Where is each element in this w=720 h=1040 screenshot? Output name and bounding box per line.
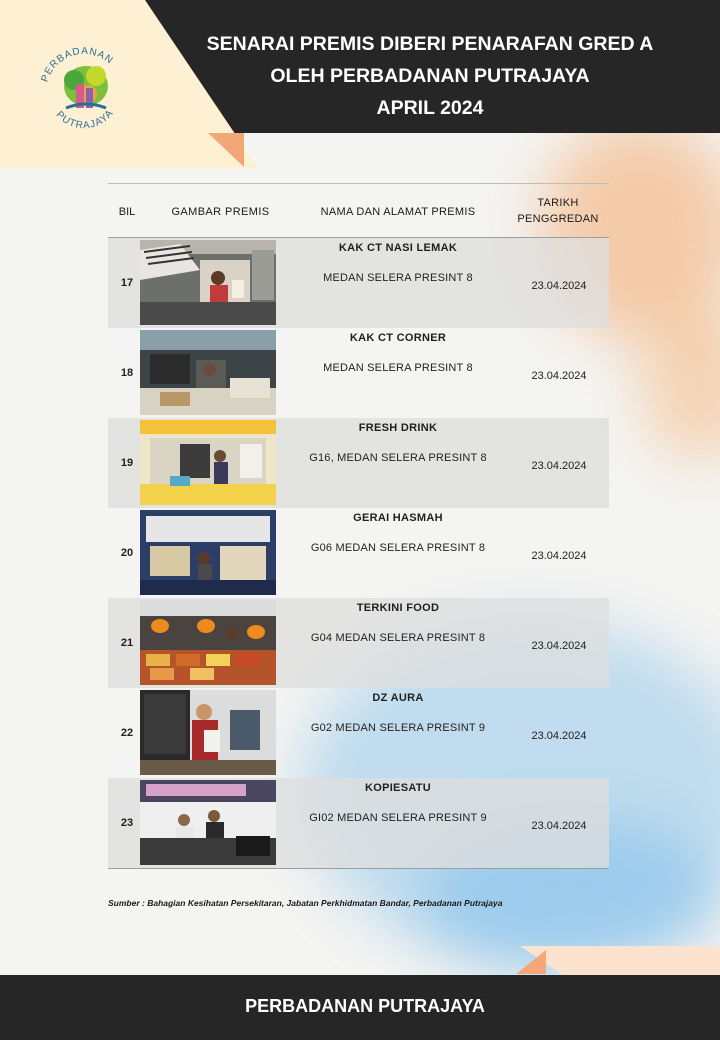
premise-address: G04 MEDAN SELERA PRESINT 8 — [310, 632, 486, 644]
table-row — [108, 688, 609, 778]
premise-photo — [140, 330, 276, 415]
table-row — [108, 238, 609, 328]
grading-date: 23.04.2024 — [531, 280, 587, 292]
row-bil: 22 — [120, 727, 134, 739]
grading-date: 23.04.2024 — [531, 460, 587, 472]
premise-name: KAK CT NASI LEMAK — [338, 242, 458, 254]
header-bil: BIL — [118, 206, 136, 218]
title-line-1: SENARAI PREMIS DIBERI PENARAFAN GRED A — [206, 33, 654, 55]
premise-name: DZ AURA — [372, 692, 424, 704]
table-bottom-border — [108, 868, 609, 869]
table-row — [108, 508, 609, 598]
premise-photo — [140, 240, 276, 325]
svg-text:PERBADANAN: PERBADANAN — [39, 45, 116, 84]
premise-address: G02 MEDAN SELERA PRESINT 9 — [310, 722, 486, 734]
footer-accent — [520, 946, 720, 976]
table-row — [108, 598, 609, 688]
premise-name: KOPIESATU — [364, 782, 432, 794]
row-bil: 23 — [120, 817, 134, 829]
grading-date: 23.04.2024 — [531, 820, 587, 832]
row-bil: 21 — [120, 637, 134, 649]
premises-table — [108, 183, 609, 869]
table-row — [108, 418, 609, 508]
title-line-2: OLEH PERBADANAN PUTRAJAYA — [270, 65, 590, 87]
table-row — [108, 778, 609, 868]
row-bil: 17 — [120, 277, 134, 289]
perbadanan-putrajaya-logo — [36, 42, 132, 138]
grading-date: 23.04.2024 — [531, 550, 587, 562]
row-bil: 20 — [120, 547, 134, 559]
row-bil: 18 — [120, 367, 134, 379]
title-line-3: APRIL 2024 — [376, 97, 484, 119]
premise-address: GI02 MEDAN SELERA PRESINT 9 — [309, 812, 487, 824]
premise-address: G16, MEDAN SELERA PRESINT 8 — [309, 452, 487, 464]
premise-photo — [140, 600, 276, 685]
svg-text:PUTRAJAYA: PUTRAJAYA — [53, 107, 117, 132]
header-tarikh: TARIKH PENGGREDAN — [517, 197, 599, 225]
premise-photo — [140, 780, 276, 865]
table-header — [108, 184, 609, 238]
page-title — [180, 28, 680, 124]
footer-title: PERBADANAN PUTRAJAYA — [245, 996, 485, 1016]
premise-photo — [140, 510, 276, 595]
row-bil: 19 — [120, 457, 134, 469]
premise-photo — [140, 420, 276, 505]
table-row — [108, 328, 609, 418]
grading-date: 23.04.2024 — [531, 370, 587, 382]
premise-name: FRESH DRINK — [358, 422, 438, 434]
header-gambar: GAMBAR PREMIS — [171, 206, 270, 218]
grading-date: 23.04.2024 — [531, 640, 587, 652]
premise-name: KAK CT CORNER — [349, 332, 447, 344]
premise-name: TERKINI FOOD — [356, 602, 440, 614]
header-nama: NAMA DAN ALAMAT PREMIS — [320, 206, 476, 218]
grading-date: 23.04.2024 — [531, 730, 587, 742]
premise-address: G06 MEDAN SELERA PRESINT 8 — [310, 542, 486, 554]
premise-address: MEDAN SELERA PRESINT 8 — [323, 362, 473, 374]
premise-name: GERAI HASMAH — [353, 512, 443, 524]
premise-photo — [140, 690, 276, 775]
premise-address: MEDAN SELERA PRESINT 8 — [323, 272, 473, 284]
source-note: Sumber : Bahagian Kesihatan Persekitaran, Jabatan Perkhidmatan Bandar, Perbadanan Putrajaya — [108, 898, 503, 908]
logo-panel-accent — [208, 133, 244, 167]
footer-accent-orange — [516, 950, 546, 974]
